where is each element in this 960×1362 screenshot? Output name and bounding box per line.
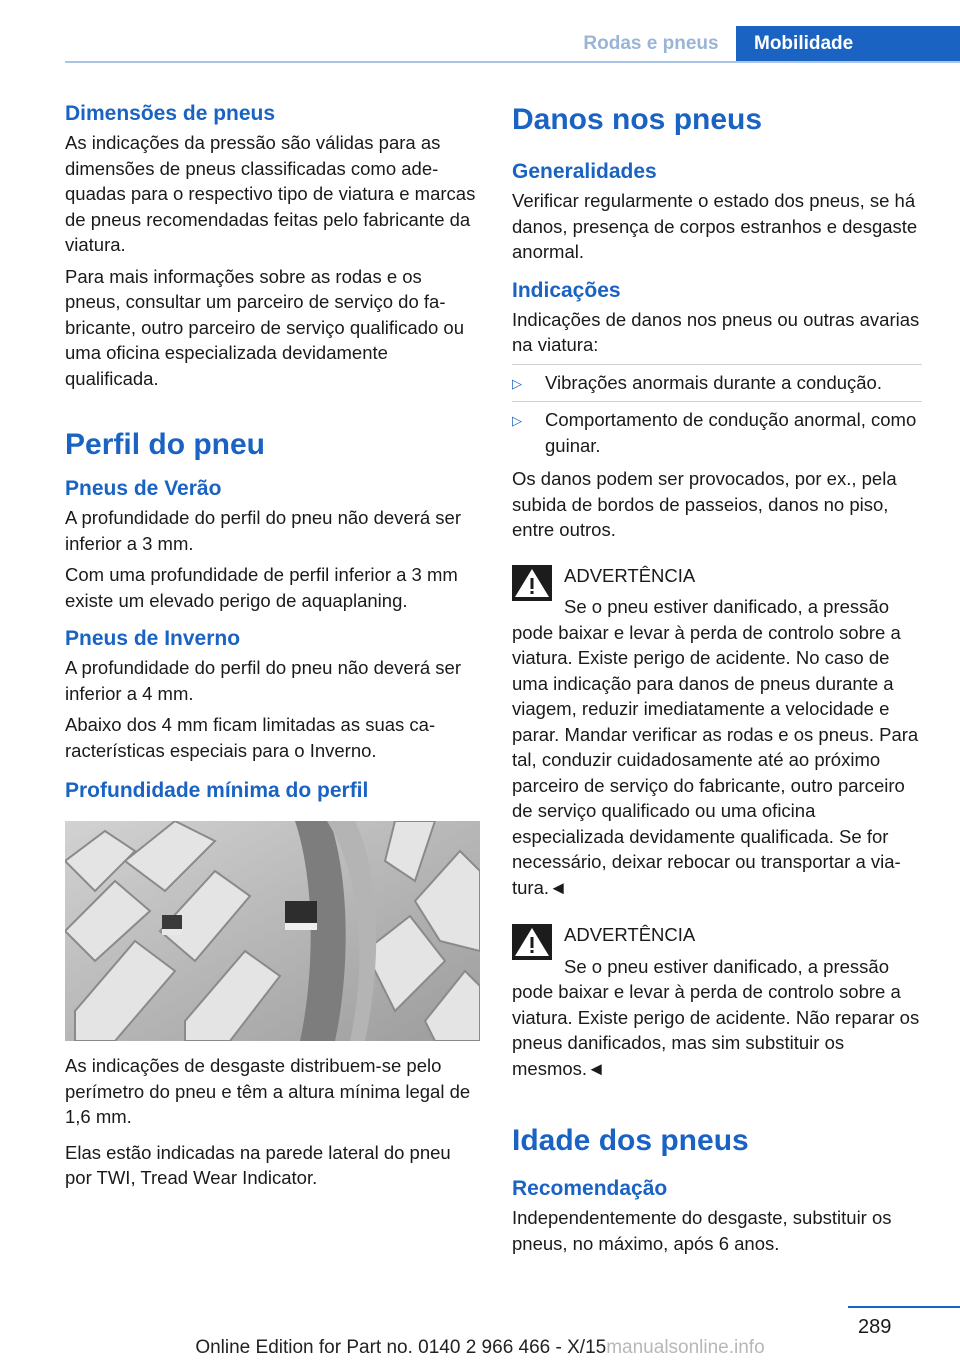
list-item-text: Comportamento de condução anormal, como guinar. [545,409,917,456]
tread-wear-photo [65,821,480,1041]
verao-paragraph-2: Com uma profundidade de perfil inferior a 3 mm existe um elevado perigo de aquaplaning. [65,564,458,611]
bullet-divider [512,364,922,365]
inverno-paragraph-1: A profundidade do perfil do pneu não deverá ser inferior a 4 mm. [65,657,461,704]
warning-rest: pode baixar e levar à perda de controlo sobre a viatura. Existe perigo de acidente. Não reparar os pneus danificados, mas sim substituir os mesmos.◄ [512,981,920,1079]
twi-paragraph-2: Elas estão indicadas na parede lateral do pneu por TWI, Tread Wear Indicator. [65,1141,451,1188]
inverno-title: Pneus de Inverno [65,627,241,650]
header-section: Rodas e pneus [583,33,719,54]
bullet-divider [512,401,922,402]
left-column [65,100,481,1191]
bullet-list [512,364,928,459]
danos-title: Danos nos pneus [512,103,763,136]
indicacoes-title: Indicações [512,278,621,302]
tire-tread-illustration [65,821,480,1041]
twi-paragraph-1: As indicações de desgaste distribuem-se pelo perímetro do pneu e têm a altura mínima legal de 1,6 mm. [65,1055,471,1127]
recomendacao-title: Recomendação [512,1177,668,1200]
dim-title: Dimensões de pneus [65,102,276,125]
inverno-paragraph-2: Abaixo dos 4 mm ficam limitadas as suas características especiais para o Inverno. [65,714,436,761]
verao-paragraph-1: A profundidade do perfil do pneu não deverá ser inferior a 3 mm. [65,507,461,554]
footer [0,1337,960,1359]
list-item [512,407,928,458]
warning-box-1 [512,563,928,901]
warning-box-2 [512,922,928,1081]
warning-title: ADVERTÊNCIA [564,564,696,586]
recomendacao-paragraph: Independentemente do desgaste, substituir os pneus, no máximo, após 6 anos. [512,1207,892,1254]
warning-first-line: Se o pneu estiver danificado, a pressão [564,955,889,977]
warning-text [512,594,928,900]
dim-paragraph-2: Para mais informações sobre as rodas e os pneus, consultar um parceiro de serviço do fabricante, outro parceiro de serviço qualificado ou uma oficina especializada devidamente qualificada. [65,265,465,389]
edition-text: Online Edition for Part no. 0140 2 966 466 - X/15 [195,1337,607,1358]
idade-title: Idade dos pneus [512,1124,749,1157]
page-number: 289 [858,1316,892,1338]
indicacoes-paragraph: Indicações de danos nos pneus ou outras avarias na viatura: [512,308,920,355]
watermark-text: manualsonline.info [606,1337,765,1358]
triangle-bullet-icon: ▷ [512,375,522,391]
right-column [512,100,928,1256]
list-item-text: Vibrações anormais durante a condução. [545,371,882,393]
indicacoes-paragraph-2: Os danos podem ser provocados, por ex., pela subida de bordos de passeios, danos no piso, entre outros. [512,468,897,540]
perfil-title: Perfil do pneu [65,428,266,461]
warning-triangle-icon [512,565,552,601]
page-number-rule [848,1306,960,1308]
minima-title: Profundidade mínima do perfil [65,779,369,802]
header-chapter: Mobilidade [736,26,960,63]
generalidades-title: Generalidades [512,160,657,183]
dim-paragraph-1: As indicações da pressão são válidas para as dimensões de pneus classificadas como adequadas para o respectivo tipo de viatura e marcas de pneus recomendadas feitas pelo fabricante da viatura. [65,132,476,255]
warning-triangle-icon [512,924,552,960]
triangle-bullet-icon: ▷ [512,413,522,428]
warning-text [512,954,928,1082]
warning-first-line: Se o pneu estiver danificado, a pressão [564,596,889,617]
warning-title: ADVERTÊNCIA [564,924,696,945]
list-item [512,370,928,397]
warning-rest: pode baixar e levar à perda de controlo sobre a viatura. Existe perigo de acidente. No caso de uma indicação para danos de pneus durante a viagem, reduzir imediatamente a velocidade e parar. Mandar verificar as rodas e os pneus. Para tal, conduzir cuidadosamente até ao próximo parceiro de serviço do fabricante, outro parceiro de serviço qualificado ou uma oficina especializada devidamente qualificada. Se for necessário, deixar rebocar ou transportar a viatura.◄ [512,621,919,898]
header-rule [65,61,960,63]
verao-title: Pneus de Verão [65,477,222,500]
generalidades-paragraph: Verificar regularmente o estado dos pneus, se há danos, presença de corpos estranhos e desgaste anormal. [512,190,918,262]
